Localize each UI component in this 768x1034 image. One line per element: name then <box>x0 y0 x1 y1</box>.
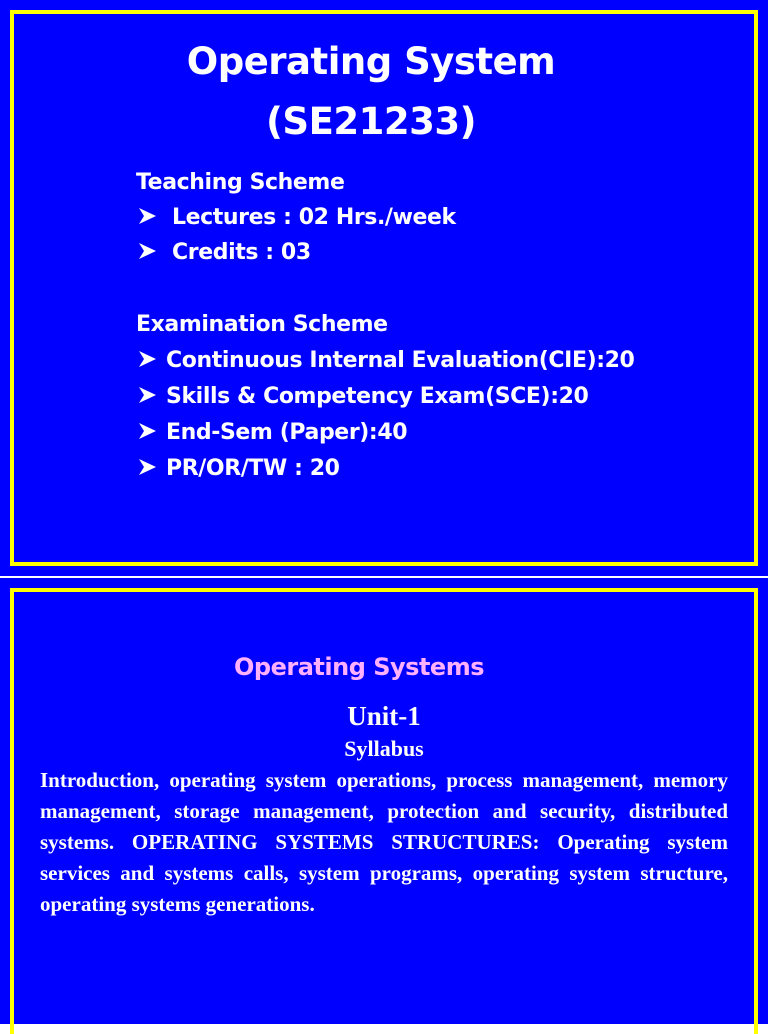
bullet-text: Continuous Internal Evaluation(CIE):20 <box>166 348 635 373</box>
teaching-item-credits <box>136 238 311 268</box>
syllabus-label: Syllabus <box>344 736 424 761</box>
teaching-item-lectures <box>136 203 456 233</box>
examination-scheme-heading: Examination Scheme <box>136 312 388 337</box>
slide-border <box>10 10 758 566</box>
arrow-bullet-icon <box>136 456 158 478</box>
arrow-bullet-icon <box>136 420 158 442</box>
arrow-bullet-icon <box>136 384 158 406</box>
bullet-text: PR/OR/TW : 20 <box>166 456 340 481</box>
course-code: (SE21233) <box>266 100 476 143</box>
teaching-scheme-heading: Teaching Scheme <box>136 170 345 195</box>
exam-item-pr-or-tw <box>136 454 340 484</box>
bullet-text: Lectures : 02 Hrs./week <box>172 205 456 230</box>
bullet-text: End-Sem (Paper):40 <box>166 420 408 445</box>
course-title: Operating System <box>186 40 556 83</box>
syllabus-title: Operating Systems <box>234 653 484 681</box>
slide-syllabus <box>0 578 768 1024</box>
syllabus-content: Introduction, operating system operations, process management, memory management, storage management, protection and security, distributed systems. OPERATING SYSTEMS STRUCTURES: Operating system services and systems calls, system programs, operating system structure, operating systems generations. <box>40 768 728 916</box>
bullet-text: Credits : 03 <box>172 240 311 265</box>
exam-item-cie <box>136 346 634 376</box>
arrow-bullet-icon <box>136 205 158 227</box>
arrow-bullet-icon <box>136 348 158 370</box>
bullet-text: Skills & Competency Exam(SCE):20 <box>166 384 589 409</box>
unit-label: Unit-1 <box>347 701 421 731</box>
exam-item-sce <box>136 382 588 412</box>
exam-item-endsem <box>136 418 407 448</box>
arrow-bullet-icon <box>136 240 158 262</box>
